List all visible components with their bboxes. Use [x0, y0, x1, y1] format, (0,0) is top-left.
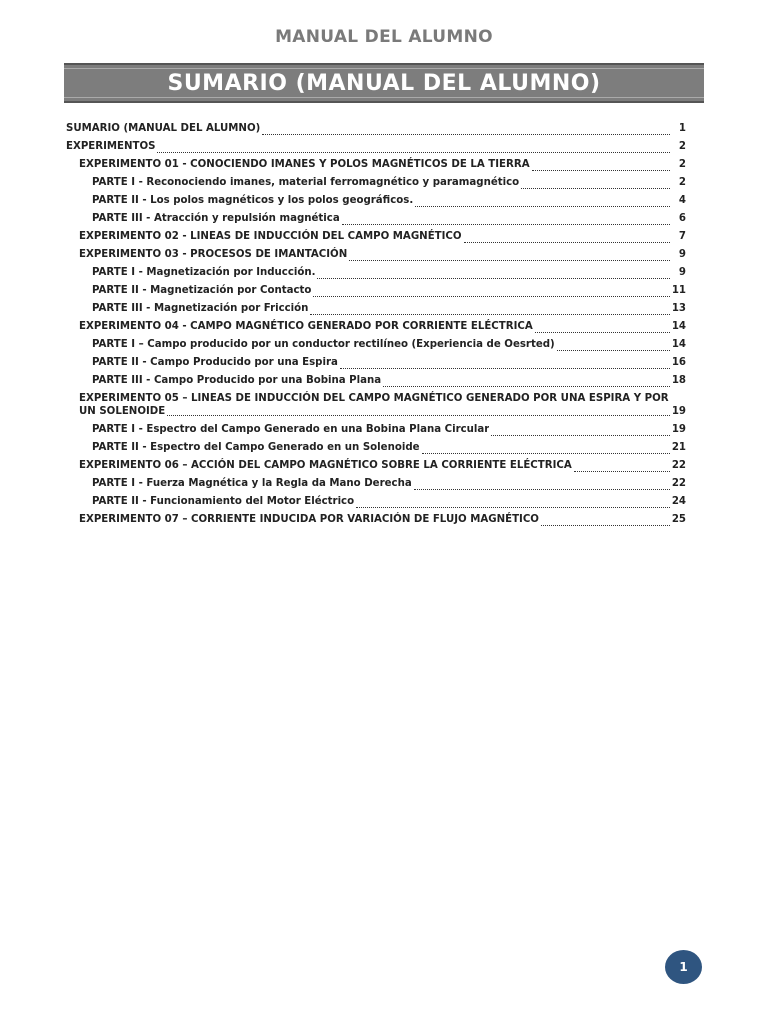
toc-entry[interactable] [66, 120, 686, 138]
toc-entry[interactable] [66, 318, 686, 336]
toc-entry-label: PARTE II - Espectro del Campo Generado en un Solenoide [92, 442, 420, 453]
toc-entry-label: EXPERIMENTO 02 - LINEAS DE INDUCCIÓN DEL CAMPO MAGNÉTICO [79, 231, 462, 242]
toc-entry-page: 9 [678, 267, 686, 278]
toc-entry[interactable] [66, 138, 686, 156]
toc-entry-page: 13 [671, 303, 686, 314]
toc-entry-page: 2 [678, 177, 686, 188]
toc-entry-page: 19 [671, 406, 686, 417]
toc-entry[interactable] [66, 457, 686, 475]
toc-entry-label: PARTE II - Los polos magnéticos y los polos geográficos. [92, 195, 414, 206]
toc-leader-dots [310, 306, 669, 315]
toc-entry[interactable] [66, 246, 686, 264]
toc-leader-dots [262, 126, 670, 135]
toc-entry-page: 21 [671, 442, 686, 453]
toc-entry[interactable] [66, 354, 686, 372]
running-header: MANUAL DEL ALUMNO [275, 27, 493, 47]
toc-entry[interactable] [66, 475, 686, 493]
toc-leader-dots [167, 407, 670, 416]
toc-leader-dots [541, 517, 670, 526]
toc-entry-label: SUMARIO (MANUAL DEL ALUMNO) [66, 123, 261, 134]
toc-entry[interactable] [66, 372, 686, 390]
toc-leader-dots [532, 162, 670, 171]
toc-leader-dots [464, 234, 670, 243]
toc-entry[interactable] [66, 156, 686, 174]
toc-entry-page: 14 [671, 321, 686, 332]
toc-entry[interactable] [66, 300, 686, 318]
toc-entry-label: EXPERIMENTO 05 – LINEAS DE INDUCCIÓN DEL CAMPO MAGNÉTICO GENERADO POR UNA ESPIRA Y POR [79, 393, 669, 404]
toc-entry-page: 6 [678, 213, 686, 224]
toc-entry-page: 22 [671, 460, 686, 471]
toc-entry-page: 19 [671, 424, 686, 435]
toc-entry[interactable] [66, 392, 686, 418]
toc-entry-page: 9 [678, 249, 686, 260]
toc-leader-dots [340, 360, 670, 369]
toc-entry[interactable] [66, 174, 686, 192]
toc-entry-label: PARTE I - Reconociendo imanes, material ferromagnético y paramagnético [92, 177, 520, 188]
toc-leader-dots [415, 198, 670, 207]
toc-entry-label: EXPERIMENTO 07 – CORRIENTE INDUCIDA POR VARIACIÓN DE FLUJO MAGNÉTICO [79, 514, 539, 525]
toc-leader-dots [521, 180, 670, 189]
toc-entry[interactable] [66, 511, 686, 529]
toc-entry-label: PARTE II - Funcionamiento del Motor Eléctrico [92, 496, 355, 507]
toc-entry-page: 2 [678, 159, 686, 170]
toc-leader-dots [356, 499, 670, 508]
toc-entry-label: PARTE II - Campo Producido por una Espira [92, 357, 338, 368]
toc-entry[interactable] [66, 192, 686, 210]
toc-entry-label: EXPERIMENTO 01 - CONOCIENDO IMANES Y POLOS MAGNÉTICOS DE LA TIERRA [79, 159, 530, 170]
toc-entry-page: 24 [671, 496, 686, 507]
toc-leader-dots [414, 481, 670, 490]
toc-leader-dots [574, 463, 670, 472]
toc-entry-label-continued: UN SOLENOIDE [79, 406, 166, 417]
toc-entry-label: PARTE II - Magnetización por Contacto [92, 285, 312, 296]
toc-entry-label: PARTE III - Atracción y repulsión magnética [92, 213, 340, 224]
toc-entry-page: 25 [671, 514, 686, 525]
table-of-contents [66, 120, 686, 529]
toc-entry-page: 16 [671, 357, 686, 368]
toc-entry[interactable] [66, 336, 686, 354]
toc-entry-page: 18 [671, 375, 686, 386]
toc-entry-page: 1 [678, 123, 686, 134]
toc-leader-dots [383, 378, 670, 387]
toc-leader-dots [535, 324, 670, 333]
toc-leader-dots [157, 144, 670, 153]
toc-entry-label: PARTE I - Magnetización por Inducción. [92, 267, 316, 278]
toc-entry[interactable] [66, 493, 686, 511]
toc-leader-dots [491, 427, 669, 436]
toc-entry-page: 14 [671, 339, 686, 350]
toc-entry-label: PARTE III - Campo Producido por una Bobina Plana [92, 375, 382, 386]
title-bar [64, 63, 704, 103]
toc-entry-page: 4 [678, 195, 686, 206]
toc-entry-label: EXPERIMENTO 04 - CAMPO MAGNÉTICO GENERADO POR CORRIENTE ELÉCTRICA [79, 321, 533, 332]
toc-entry[interactable] [66, 210, 686, 228]
toc-entry-label: PARTE I - Espectro del Campo Generado en una Bobina Plana Circular [92, 424, 490, 435]
toc-entry[interactable] [66, 264, 686, 282]
toc-entry-label: EXPERIMENTO 03 - PROCESOS DE IMANTACIÓN [79, 249, 348, 260]
toc-leader-dots [349, 252, 670, 261]
toc-entry[interactable] [66, 439, 686, 457]
toc-leader-dots [557, 342, 670, 351]
toc-entry-page: 22 [671, 478, 686, 489]
toc-leader-dots [422, 445, 670, 454]
toc-entry-label: PARTE I – Campo producido por un conductor rectilíneo (Experiencia de Oesrted) [92, 339, 555, 350]
page-title: SUMARIO (MANUAL DEL ALUMNO) [64, 68, 704, 98]
toc-entry-label: EXPERIMENTO 06 – ACCIÓN DEL CAMPO MAGNÉTICO SOBRE LA CORRIENTE ELÉCTRICA [79, 460, 572, 471]
toc-entry-label: PARTE I - Fuerza Magnética y la Regla da Mano Derecha [92, 478, 412, 489]
toc-leader-dots [317, 270, 670, 279]
toc-leader-dots [313, 288, 669, 297]
toc-entry[interactable] [66, 421, 686, 439]
toc-entry-page: 7 [678, 231, 686, 242]
toc-entry[interactable] [66, 282, 686, 300]
toc-entry-page: 11 [671, 285, 686, 296]
toc-entry-label: PARTE III - Magnetización por Fricción [92, 303, 309, 314]
toc-leader-dots [342, 216, 670, 225]
toc-entry[interactable] [66, 228, 686, 246]
toc-entry-label: EXPERIMENTOS [66, 141, 156, 152]
toc-entry-page: 2 [678, 141, 686, 152]
page-number-badge: 1 [665, 950, 702, 984]
